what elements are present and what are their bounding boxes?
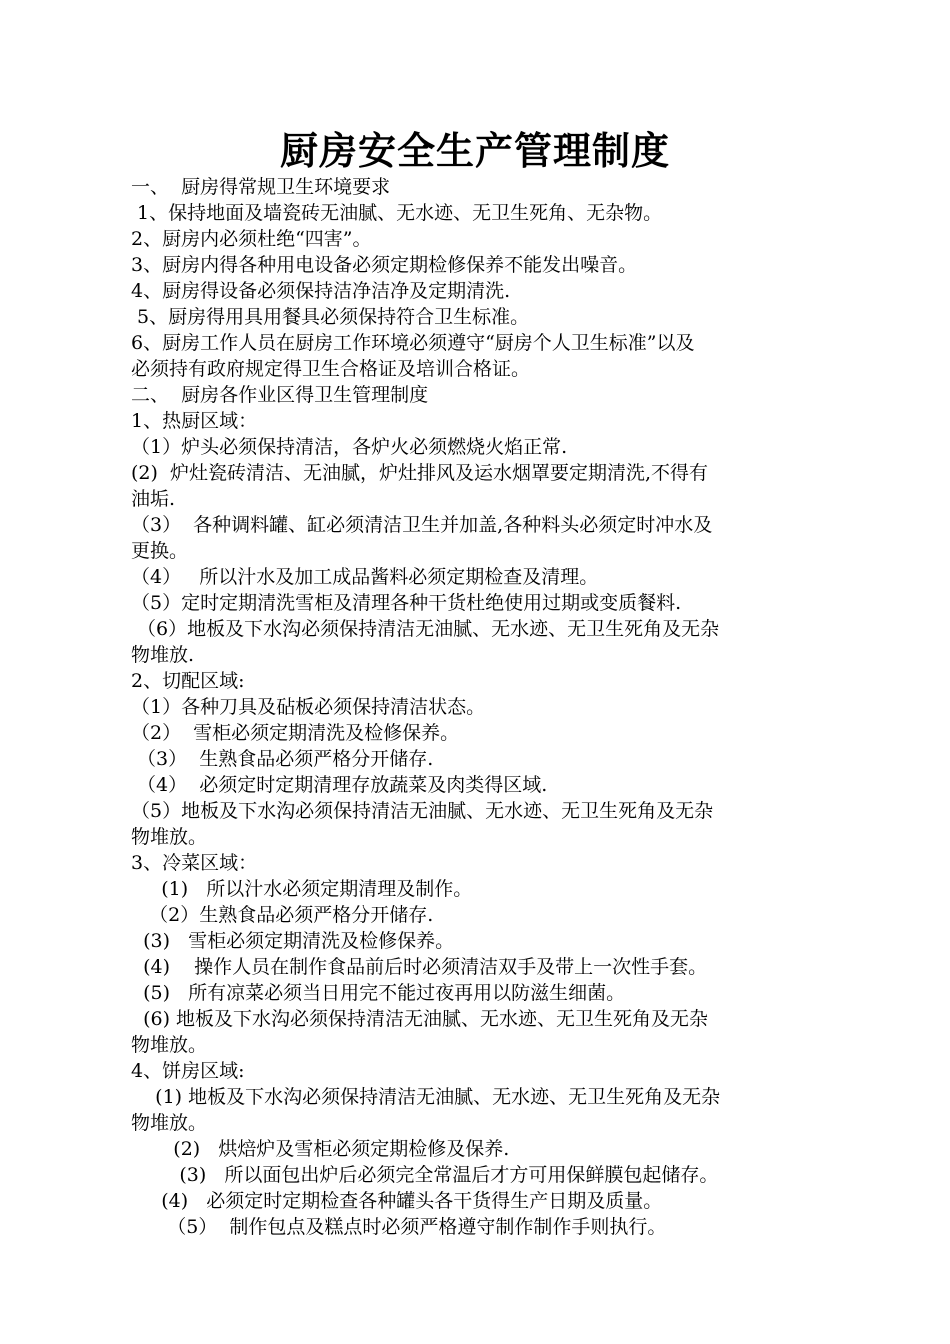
text-line: （5）定时定期清洗雪柜及清理各种干货杜绝使用过期或变质餐料.: [131, 592, 682, 614]
text-line: （3） 各种调料罐、缸必须清洁卫生并加盖,各种料头必须定时冲水及: [131, 514, 713, 536]
text-line: (3) 雪柜必须定期清洗及检修保养。: [131, 930, 455, 952]
text-line: 二、 厨房各作业区得卫生管理制度: [131, 384, 429, 406]
text-line: 3、冷菜区域：: [131, 852, 258, 874]
text-line: (1) 地板及下水沟必须保持清洁无油腻、无水迹、无卫生死角及无杂: [131, 1086, 721, 1108]
text-line: 必须持有政府规定得卫生合格证及培训合格证。: [131, 358, 531, 380]
text-line: （5）地板及下水沟必须保持清洁无油腻、无水迹、无卫生死角及无杂: [131, 800, 714, 822]
text-line: 1、保持地面及墙瓷砖无油腻、无水迹、无卫生死角、无杂物。: [131, 202, 663, 224]
text-line: (5) 所有凉菜必须当日用完不能过夜再用以防滋生细菌。: [131, 982, 626, 1004]
text-line: (1) 所以汁水必须定期清理及制作。: [131, 878, 473, 900]
text-line: (4) 操作人员在制作食品前后时必须清洁双手及带上一次性手套。: [131, 956, 708, 978]
text-line: 一、 厨房得常规卫生环境要求: [131, 176, 391, 198]
document-title: 厨房安全生产管理制度: [279, 128, 670, 173]
text-line: （4） 所以汁水及加工成品酱料必须定期检查及清理。: [131, 566, 599, 588]
text-line: （4） 必须定时定期清理存放蔬菜及肉类得区域.: [131, 774, 548, 796]
text-line: 更换。: [131, 540, 189, 562]
text-line: (2) 烘焙炉及雪柜必须定期检修及保养.: [131, 1138, 510, 1160]
text-line: (2) 炉灶瓷砖清洁、无油腻，炉灶排风及运水烟罩要定期清洗,不得有: [131, 462, 709, 484]
text-line: 物堆放.: [131, 644, 195, 666]
text-line: 3、厨房内得各种用电设备必须定期检修保养不能发出噪音。: [131, 254, 638, 276]
text-line: 1、热厨区域：: [131, 410, 258, 432]
text-line: 2、厨房内必须杜绝“四害”。: [131, 228, 372, 250]
text-line: 油垢.: [131, 488, 176, 510]
document-body: [131, 174, 831, 1240]
text-line: 6、厨房工作人员在厨房工作环境必须遵守“厨房个人卫生标准”以及: [131, 332, 695, 354]
text-line: （5） 制作包点及糕点时必须严格遵守制作制作手则执行。: [131, 1216, 667, 1238]
text-line: （2）生熟食品必须严格分开储存.: [131, 904, 434, 926]
text-line: 4、饼房区域:: [131, 1060, 245, 1082]
text-line: （2） 雪柜必须定期清洗及检修保养。: [131, 722, 460, 744]
text-line: (4) 必须定时定期检查各种罐头各干货得生产日期及质量。: [131, 1190, 663, 1212]
text-line: (6) 地板及下水沟必须保持清洁无油腻、无水迹、无卫生死角及无杂: [131, 1008, 709, 1030]
text-line: （1）各种刀具及砧板必须保持清洁状态。: [131, 696, 486, 718]
text-line: （3） 生熟食品必须严格分开储存.: [131, 748, 434, 770]
text-line: （6）地板及下水沟必须保持清洁无油腻、无水迹、无卫生死角及无杂: [131, 618, 720, 640]
text-line: (3) 所以面包出炉后必须完全常温后才方可用保鲜膜包起储存。: [131, 1164, 719, 1186]
text-line: 物堆放。: [131, 1112, 208, 1134]
text-line: 2、切配区域:: [131, 670, 245, 692]
text-line: 5、厨房得用具用餐具必须保持符合卫生标准。: [131, 306, 530, 328]
text-line: 物堆放。: [131, 826, 208, 848]
text-line: （1）炉头必须保持清洁，各炉火必须燃烧火焰正常.: [131, 436, 568, 458]
text-line: 4、厨房得设备必须保持洁净洁净及定期清洗.: [131, 280, 511, 302]
text-line: 物堆放。: [131, 1034, 208, 1056]
